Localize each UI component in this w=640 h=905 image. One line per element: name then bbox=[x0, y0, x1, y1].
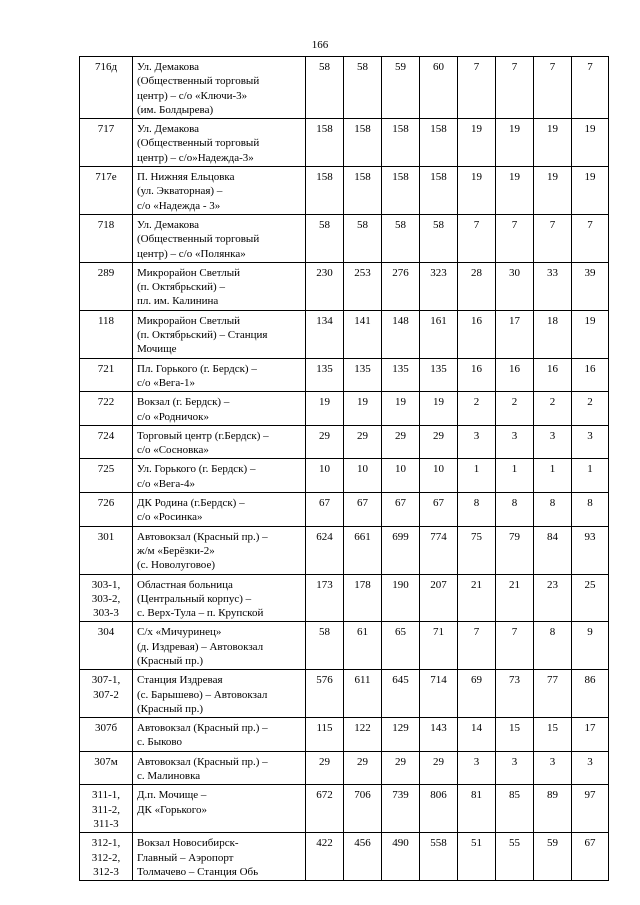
value-cell: 323 bbox=[420, 262, 458, 310]
value-cell: 158 bbox=[344, 167, 382, 215]
value-cell: 706 bbox=[344, 785, 382, 833]
route-description-cell bbox=[133, 214, 306, 262]
value-cell: 276 bbox=[382, 262, 420, 310]
value-cell: 19 bbox=[496, 167, 534, 215]
value-cell: 29 bbox=[382, 425, 420, 459]
value-cell: 3 bbox=[458, 751, 496, 785]
value-cell: 2 bbox=[534, 392, 572, 426]
table-row bbox=[80, 459, 609, 493]
route-number-cell bbox=[80, 214, 133, 262]
value-cell: 67 bbox=[420, 493, 458, 527]
table-row bbox=[80, 833, 609, 881]
value-cell: 129 bbox=[382, 718, 420, 752]
value-cell: 714 bbox=[420, 670, 458, 718]
value-cell: 85 bbox=[496, 785, 534, 833]
value-cell: 7 bbox=[458, 57, 496, 119]
value-cell: 19 bbox=[572, 167, 609, 215]
route-description-cell bbox=[133, 833, 306, 881]
table-row bbox=[80, 574, 609, 622]
route-description-line: (Красный пр.) bbox=[137, 654, 203, 667]
value-cell: 8 bbox=[572, 493, 609, 527]
route-number: 717 bbox=[97, 123, 115, 136]
value-cell: 135 bbox=[306, 358, 344, 392]
route-number: 312-1, bbox=[91, 837, 121, 850]
route-description-line: Станция Издревая bbox=[137, 674, 223, 687]
value-cell: 67 bbox=[344, 493, 382, 527]
table-row bbox=[80, 310, 609, 358]
route-description-line: Вокзал Новосибирск- bbox=[137, 837, 239, 850]
value-cell: 19 bbox=[382, 392, 420, 426]
value-cell: 10 bbox=[306, 459, 344, 493]
route-number: 303-3 bbox=[93, 607, 119, 620]
value-cell: 15 bbox=[534, 718, 572, 752]
route-description-cell bbox=[133, 262, 306, 310]
value-cell: 7 bbox=[458, 622, 496, 670]
route-description-cell bbox=[133, 670, 306, 718]
value-cell: 19 bbox=[344, 392, 382, 426]
value-cell: 58 bbox=[382, 214, 420, 262]
route-description-line: с. Верх-Тула – п. Крупской bbox=[137, 607, 264, 620]
route-description-line: с. Малиновка bbox=[137, 770, 201, 783]
value-cell: 3 bbox=[572, 751, 609, 785]
value-cell: 148 bbox=[382, 310, 420, 358]
value-cell: 7 bbox=[534, 214, 572, 262]
route-description-cell bbox=[133, 392, 306, 426]
value-cell: 115 bbox=[306, 718, 344, 752]
route-description-line: Автовокзал (Красный пр.) – bbox=[137, 755, 268, 768]
value-cell: 28 bbox=[458, 262, 496, 310]
value-cell: 19 bbox=[458, 167, 496, 215]
value-cell: 51 bbox=[458, 833, 496, 881]
value-cell: 774 bbox=[420, 526, 458, 574]
value-cell: 158 bbox=[382, 119, 420, 167]
value-cell: 86 bbox=[572, 670, 609, 718]
route-description-line: Автовокзал (Красный пр.) – bbox=[137, 722, 268, 735]
value-cell: 456 bbox=[344, 833, 382, 881]
value-cell: 67 bbox=[382, 493, 420, 527]
route-number: 721 bbox=[97, 362, 115, 375]
value-cell: 158 bbox=[420, 167, 458, 215]
value-cell: 81 bbox=[458, 785, 496, 833]
value-cell: 1 bbox=[458, 459, 496, 493]
route-number: 311-3 bbox=[93, 817, 119, 830]
value-cell: 10 bbox=[382, 459, 420, 493]
route-description-line: центр) – с/о «Полянка» bbox=[137, 247, 246, 260]
route-description-line: ж/м «Берёзки-2» bbox=[137, 544, 215, 557]
route-number: 303-2, bbox=[91, 592, 121, 605]
route-description-cell bbox=[133, 425, 306, 459]
route-description-line: Д.п. Мочище – bbox=[137, 789, 207, 802]
route-description-line: С/х «Мичуринец» bbox=[137, 626, 222, 639]
value-cell: 3 bbox=[458, 425, 496, 459]
route-description-line: с. Быково bbox=[137, 736, 182, 749]
route-description-line: (д. Издревая) – Автовокзал bbox=[137, 640, 264, 653]
value-cell: 230 bbox=[306, 262, 344, 310]
value-cell: 10 bbox=[420, 459, 458, 493]
value-cell: 2 bbox=[572, 392, 609, 426]
route-number: 301 bbox=[97, 530, 115, 543]
route-description-line: Толмачево – Станция Обь bbox=[137, 865, 259, 878]
value-cell: 9 bbox=[572, 622, 609, 670]
value-cell: 93 bbox=[572, 526, 609, 574]
value-cell: 739 bbox=[382, 785, 420, 833]
value-cell: 77 bbox=[534, 670, 572, 718]
value-cell: 253 bbox=[344, 262, 382, 310]
route-description-line: центр) – с/о «Ключи-3» bbox=[137, 89, 248, 102]
value-cell: 806 bbox=[420, 785, 458, 833]
route-number: 289 bbox=[97, 266, 115, 279]
value-cell: 122 bbox=[344, 718, 382, 752]
value-cell: 16 bbox=[458, 358, 496, 392]
route-description-cell bbox=[133, 310, 306, 358]
value-cell: 16 bbox=[572, 358, 609, 392]
route-number-cell bbox=[80, 751, 133, 785]
route-description-line: Пл. Горького (г. Бердск) – bbox=[137, 362, 257, 375]
value-cell: 29 bbox=[306, 425, 344, 459]
value-cell: 19 bbox=[420, 392, 458, 426]
route-number-cell bbox=[80, 622, 133, 670]
value-cell: 10 bbox=[344, 459, 382, 493]
value-cell: 158 bbox=[382, 167, 420, 215]
value-cell: 7 bbox=[496, 214, 534, 262]
route-number: 726 bbox=[97, 497, 115, 510]
value-cell: 17 bbox=[572, 718, 609, 752]
value-cell: 8 bbox=[496, 493, 534, 527]
value-cell: 490 bbox=[382, 833, 420, 881]
route-description-line: П. Нижняя Ельцовка bbox=[137, 171, 235, 184]
table-row bbox=[80, 358, 609, 392]
route-number: 307-2 bbox=[93, 688, 119, 701]
table-row bbox=[80, 57, 609, 119]
route-number-cell bbox=[80, 459, 133, 493]
table-row bbox=[80, 526, 609, 574]
value-cell: 173 bbox=[306, 574, 344, 622]
value-cell: 29 bbox=[382, 751, 420, 785]
value-cell: 3 bbox=[534, 425, 572, 459]
route-description-line: Областная больница bbox=[137, 578, 233, 591]
value-cell: 19 bbox=[534, 167, 572, 215]
value-cell: 39 bbox=[572, 262, 609, 310]
value-cell: 135 bbox=[420, 358, 458, 392]
route-description-cell bbox=[133, 167, 306, 215]
value-cell: 8 bbox=[534, 622, 572, 670]
route-number-cell bbox=[80, 493, 133, 527]
value-cell: 67 bbox=[572, 833, 609, 881]
value-cell: 661 bbox=[344, 526, 382, 574]
route-description-line: Ул. Демакова bbox=[137, 123, 200, 136]
value-cell: 135 bbox=[344, 358, 382, 392]
value-cell: 134 bbox=[306, 310, 344, 358]
value-cell: 23 bbox=[534, 574, 572, 622]
value-cell: 29 bbox=[306, 751, 344, 785]
value-cell: 19 bbox=[572, 119, 609, 167]
value-cell: 79 bbox=[496, 526, 534, 574]
value-cell: 19 bbox=[534, 119, 572, 167]
route-number-cell bbox=[80, 57, 133, 119]
value-cell: 158 bbox=[306, 119, 344, 167]
route-description-line: Вокзал (г. Бердск) – bbox=[137, 396, 230, 409]
value-cell: 135 bbox=[382, 358, 420, 392]
route-number: 307-1, bbox=[91, 674, 121, 687]
route-description-cell bbox=[133, 459, 306, 493]
value-cell: 65 bbox=[382, 622, 420, 670]
route-number-cell bbox=[80, 785, 133, 833]
value-cell: 14 bbox=[458, 718, 496, 752]
value-cell: 84 bbox=[534, 526, 572, 574]
value-cell: 1 bbox=[534, 459, 572, 493]
route-description-line: (ул. Экваторная) – bbox=[137, 185, 223, 198]
value-cell: 18 bbox=[534, 310, 572, 358]
route-number-cell bbox=[80, 167, 133, 215]
table-row bbox=[80, 493, 609, 527]
value-cell: 21 bbox=[496, 574, 534, 622]
route-description-line: Ул. Горького (г. Бердск) – bbox=[137, 463, 256, 476]
route-number: 311-1, bbox=[91, 789, 120, 802]
value-cell: 89 bbox=[534, 785, 572, 833]
route-number-cell bbox=[80, 425, 133, 459]
value-cell: 2 bbox=[496, 392, 534, 426]
route-description-line: с/о «Вега-1» bbox=[137, 376, 195, 389]
value-cell: 19 bbox=[496, 119, 534, 167]
value-cell: 3 bbox=[496, 425, 534, 459]
value-cell: 17 bbox=[496, 310, 534, 358]
route-number: 722 bbox=[97, 396, 115, 409]
route-description-line: Ул. Демакова bbox=[137, 218, 200, 231]
route-number-cell bbox=[80, 262, 133, 310]
value-cell: 3 bbox=[496, 751, 534, 785]
value-cell: 15 bbox=[496, 718, 534, 752]
value-cell: 59 bbox=[534, 833, 572, 881]
page-number: 166 bbox=[311, 39, 329, 51]
value-cell: 161 bbox=[420, 310, 458, 358]
value-cell: 2 bbox=[458, 392, 496, 426]
route-description-line: Ул. Демакова bbox=[137, 61, 200, 73]
route-description-line: (Красный пр.) bbox=[137, 702, 203, 715]
value-cell: 21 bbox=[458, 574, 496, 622]
value-cell: 30 bbox=[496, 262, 534, 310]
route-description-line: (п. Октябрьский) – Станция bbox=[137, 329, 268, 342]
table-row bbox=[80, 425, 609, 459]
route-description-line: пл. им. Калинина bbox=[137, 295, 219, 308]
route-description-line: (п. Октябрьский) – bbox=[137, 281, 225, 294]
route-number: 724 bbox=[97, 429, 115, 442]
route-description-line: (Общественный торговый bbox=[137, 75, 260, 88]
route-number-cell bbox=[80, 670, 133, 718]
route-description-cell bbox=[133, 358, 306, 392]
route-number-cell bbox=[80, 833, 133, 881]
route-number: 717е bbox=[95, 171, 117, 184]
route-description-cell bbox=[133, 751, 306, 785]
route-description-line: (Общественный торговый bbox=[137, 233, 260, 246]
value-cell: 7 bbox=[496, 57, 534, 119]
value-cell: 29 bbox=[344, 425, 382, 459]
value-cell: 60 bbox=[420, 57, 458, 119]
value-cell: 25 bbox=[572, 574, 609, 622]
routes-table bbox=[79, 56, 609, 881]
value-cell: 55 bbox=[496, 833, 534, 881]
route-number-cell bbox=[80, 574, 133, 622]
route-description-line: Автовокзал (Красный пр.) – bbox=[137, 530, 268, 543]
table-row bbox=[80, 670, 609, 718]
route-description-line: с/о «Росинка» bbox=[137, 511, 203, 524]
route-description-line: (с. Барышево) – Автовокзал bbox=[137, 688, 268, 701]
route-number-cell bbox=[80, 310, 133, 358]
route-number-cell bbox=[80, 718, 133, 752]
route-description-cell bbox=[133, 718, 306, 752]
route-description-line: с/о «Сосновка» bbox=[137, 444, 209, 457]
value-cell: 16 bbox=[496, 358, 534, 392]
value-cell: 58 bbox=[344, 57, 382, 119]
value-cell: 7 bbox=[458, 214, 496, 262]
value-cell: 67 bbox=[306, 493, 344, 527]
route-description-line: ДК Родина (г.Бердск) – bbox=[137, 497, 245, 510]
route-description-line: Мочище bbox=[137, 343, 177, 356]
route-number: 311-2, bbox=[91, 803, 120, 816]
route-description-line: (им. Болдырева) bbox=[137, 103, 214, 116]
value-cell: 58 bbox=[306, 57, 344, 119]
route-number-cell bbox=[80, 526, 133, 574]
route-description-cell bbox=[133, 785, 306, 833]
value-cell: 1 bbox=[572, 459, 609, 493]
value-cell: 422 bbox=[306, 833, 344, 881]
route-number: 312-3 bbox=[93, 865, 119, 878]
table-row bbox=[80, 392, 609, 426]
route-description-cell bbox=[133, 622, 306, 670]
value-cell: 1 bbox=[496, 459, 534, 493]
value-cell: 19 bbox=[458, 119, 496, 167]
route-number-cell bbox=[80, 119, 133, 167]
route-description-line: Главный – Аэропорт bbox=[137, 851, 234, 864]
value-cell: 7 bbox=[572, 214, 609, 262]
table-row bbox=[80, 262, 609, 310]
value-cell: 33 bbox=[534, 262, 572, 310]
route-description-line: Микрорайон Светлый bbox=[137, 266, 241, 279]
route-description-cell bbox=[133, 119, 306, 167]
routes-table-body bbox=[80, 57, 609, 881]
table-row bbox=[80, 622, 609, 670]
value-cell: 29 bbox=[420, 425, 458, 459]
table-row bbox=[80, 751, 609, 785]
route-number: 718 bbox=[97, 218, 115, 231]
route-description-line: с/о «Вега-4» bbox=[137, 477, 195, 490]
value-cell: 73 bbox=[496, 670, 534, 718]
value-cell: 75 bbox=[458, 526, 496, 574]
value-cell: 3 bbox=[572, 425, 609, 459]
route-number: 725 bbox=[97, 463, 115, 476]
value-cell: 59 bbox=[382, 57, 420, 119]
table-row bbox=[80, 119, 609, 167]
value-cell: 207 bbox=[420, 574, 458, 622]
route-number-cell bbox=[80, 358, 133, 392]
value-cell: 58 bbox=[306, 214, 344, 262]
table-row bbox=[80, 718, 609, 752]
value-cell: 16 bbox=[534, 358, 572, 392]
value-cell: 71 bbox=[420, 622, 458, 670]
route-number: 307б bbox=[94, 722, 118, 735]
route-number: 716д bbox=[94, 61, 118, 73]
route-description-line: центр) – с/о»Надежда-3» bbox=[137, 151, 254, 164]
value-cell: 699 bbox=[382, 526, 420, 574]
value-cell: 7 bbox=[572, 57, 609, 119]
value-cell: 8 bbox=[458, 493, 496, 527]
value-cell: 97 bbox=[572, 785, 609, 833]
value-cell: 16 bbox=[458, 310, 496, 358]
value-cell: 7 bbox=[534, 57, 572, 119]
table-row bbox=[80, 214, 609, 262]
route-description-cell bbox=[133, 57, 306, 119]
route-number: 312-2, bbox=[91, 851, 121, 864]
value-cell: 19 bbox=[306, 392, 344, 426]
route-description-line: (Центральный корпус) – bbox=[137, 592, 252, 605]
route-description-cell bbox=[133, 526, 306, 574]
value-cell: 158 bbox=[344, 119, 382, 167]
value-cell: 143 bbox=[420, 718, 458, 752]
value-cell: 558 bbox=[420, 833, 458, 881]
value-cell: 624 bbox=[306, 526, 344, 574]
route-description-line: с/о «Надежда - 3» bbox=[137, 199, 221, 212]
value-cell: 69 bbox=[458, 670, 496, 718]
value-cell: 611 bbox=[344, 670, 382, 718]
route-number-cell bbox=[80, 392, 133, 426]
route-number: 304 bbox=[97, 626, 115, 639]
value-cell: 58 bbox=[420, 214, 458, 262]
route-number: 303-1, bbox=[91, 578, 121, 591]
value-cell: 576 bbox=[306, 670, 344, 718]
route-description-line: Торговый центр (г.Бердск) – bbox=[137, 429, 269, 442]
value-cell: 190 bbox=[382, 574, 420, 622]
value-cell: 3 bbox=[534, 751, 572, 785]
table-row bbox=[80, 167, 609, 215]
value-cell: 672 bbox=[306, 785, 344, 833]
route-description-line: (Общественный торговый bbox=[137, 137, 260, 150]
value-cell: 178 bbox=[344, 574, 382, 622]
value-cell: 158 bbox=[306, 167, 344, 215]
value-cell: 645 bbox=[382, 670, 420, 718]
route-description-line: ДК «Горького» bbox=[137, 803, 208, 816]
value-cell: 141 bbox=[344, 310, 382, 358]
value-cell: 8 bbox=[534, 493, 572, 527]
value-cell: 58 bbox=[344, 214, 382, 262]
value-cell: 19 bbox=[572, 310, 609, 358]
route-number: 118 bbox=[97, 314, 115, 327]
route-description-cell bbox=[133, 574, 306, 622]
value-cell: 29 bbox=[344, 751, 382, 785]
route-description-line: (с. Новолуговое) bbox=[137, 559, 215, 572]
value-cell: 29 bbox=[420, 751, 458, 785]
value-cell: 58 bbox=[306, 622, 344, 670]
route-number: 307м bbox=[94, 755, 118, 768]
value-cell: 61 bbox=[344, 622, 382, 670]
route-description-line: Микрорайон Светлый bbox=[137, 314, 241, 327]
route-description-cell bbox=[133, 493, 306, 527]
route-description-line: с/о «Родничок» bbox=[137, 410, 209, 423]
value-cell: 7 bbox=[496, 622, 534, 670]
value-cell: 158 bbox=[420, 119, 458, 167]
table-row bbox=[80, 785, 609, 833]
